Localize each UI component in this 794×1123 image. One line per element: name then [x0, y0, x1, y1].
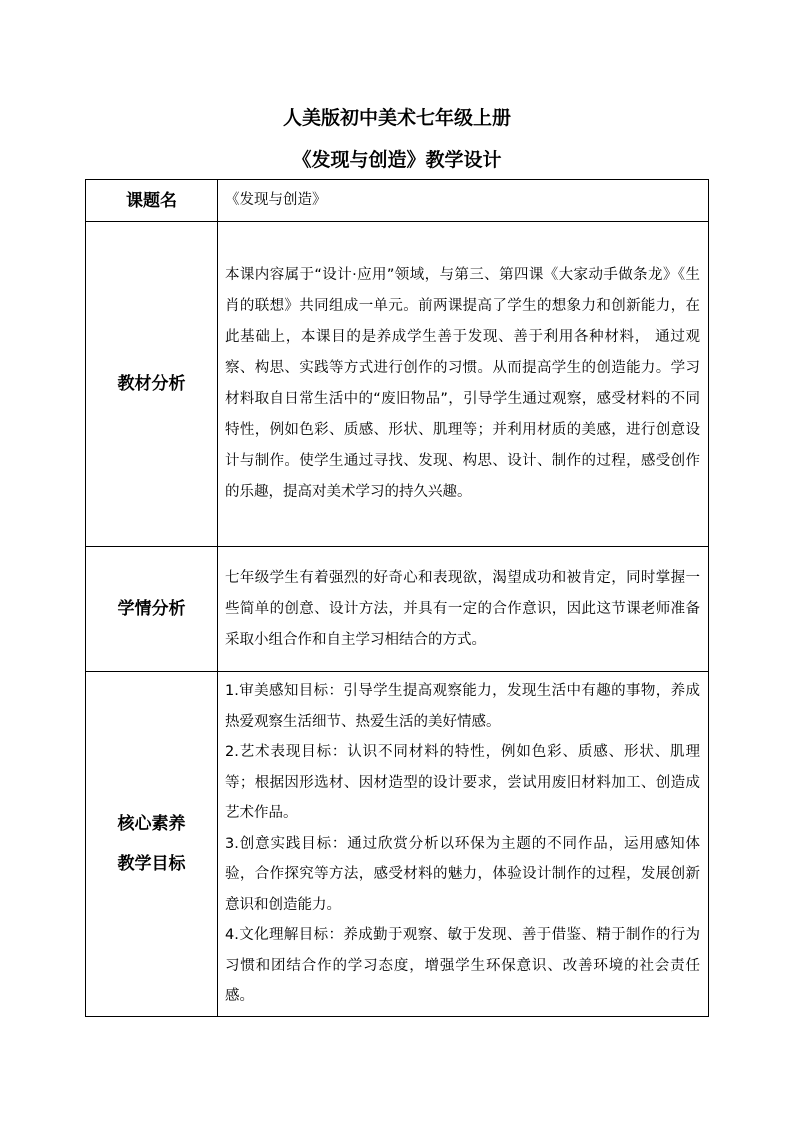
row-label-teaching-goals [86, 672, 218, 1017]
row-label-textbook-analysis: 教材分析 [86, 222, 218, 547]
document-subtitle: 《发现与创造》教学设计 [292, 149, 502, 171]
row-label-student-analysis: 学情分析 [86, 547, 218, 672]
goal-artistic-expression: 2.艺术表现目标：认识不同材料的特性，例如色彩、质感、形状、肌理等；根据因形选材、因材造型的设计要求，尝试用废旧材料加工、创造成艺术作品。 [225, 744, 700, 821]
row-content-lesson-title: 《发现与创造》 [218, 180, 709, 222]
document-title: 人美版初中美术七年级上册 [282, 107, 511, 129]
row-label-lesson-title: 课题名 [86, 180, 218, 222]
row-label-line-2: 教学目标 [117, 853, 186, 874]
table-row-textbook-analysis [86, 222, 709, 547]
row-content-teaching-goals [218, 672, 709, 1017]
row-label-line-1: 核心素养 [117, 813, 186, 834]
row-content-textbook-analysis: 本课内容属于“设计·应用”领域，与第三、第四课《大家动手做条龙》《生肖的联想》共同组成一单元。前两课提高了学生的想象力和创新能力，在此基础上，本课目的是养成学生善于发现、善于利用各种材料， 通过观察、构思、实践等方式进行创作的习惯。从而提高学生的创造能力。学习材料取自日常生活中的“废旧物品”，引导学生通过观察，感受材料的不同特性，例如色彩、质感、形状、肌理等；并利用材质的美感，进行创意设计与制作。使学生通过寻找、发现、构思、设计、制作的过程，感受创作的乐趣，提高对美术学习的持久兴趣。 [218, 222, 709, 547]
table-row-teaching-goals [86, 672, 709, 1017]
table-row-lesson-title [86, 180, 709, 222]
row-content-student-analysis: 七年级学生有着强烈的好奇心和表现欲，渴望成功和被肯定，同时掌握一些简单的创意、设计方法，并具有一定的合作意识，因此这节课老师准备采取小组合作和自主学习相结合的方式。 [218, 547, 709, 672]
goal-aesthetic-perception: 1.审美感知目标：引导学生提高观察能力，发现生活中有趣的事物，养成热爱观察生活细节、热爱生活的美好情感。 [225, 683, 700, 730]
table-row-student-analysis [86, 547, 709, 672]
goal-creative-practice: 3.创意实践目标：通过欣赏分析以环保为主题的不同作品，运用感知体验，合作探究等方法，感受材料的魅力，体验设计制作的过程，发展创新意识和创造能力。 [225, 835, 700, 913]
lesson-plan-table [85, 179, 709, 1017]
goal-cultural-understanding: 4.文化理解目标：养成勤于观察、敏于发现、善于借鉴、精于制作的行为习惯和团结合作的学习态度，增强学生环保意识、改善环境的社会责任感。 [225, 927, 700, 1004]
